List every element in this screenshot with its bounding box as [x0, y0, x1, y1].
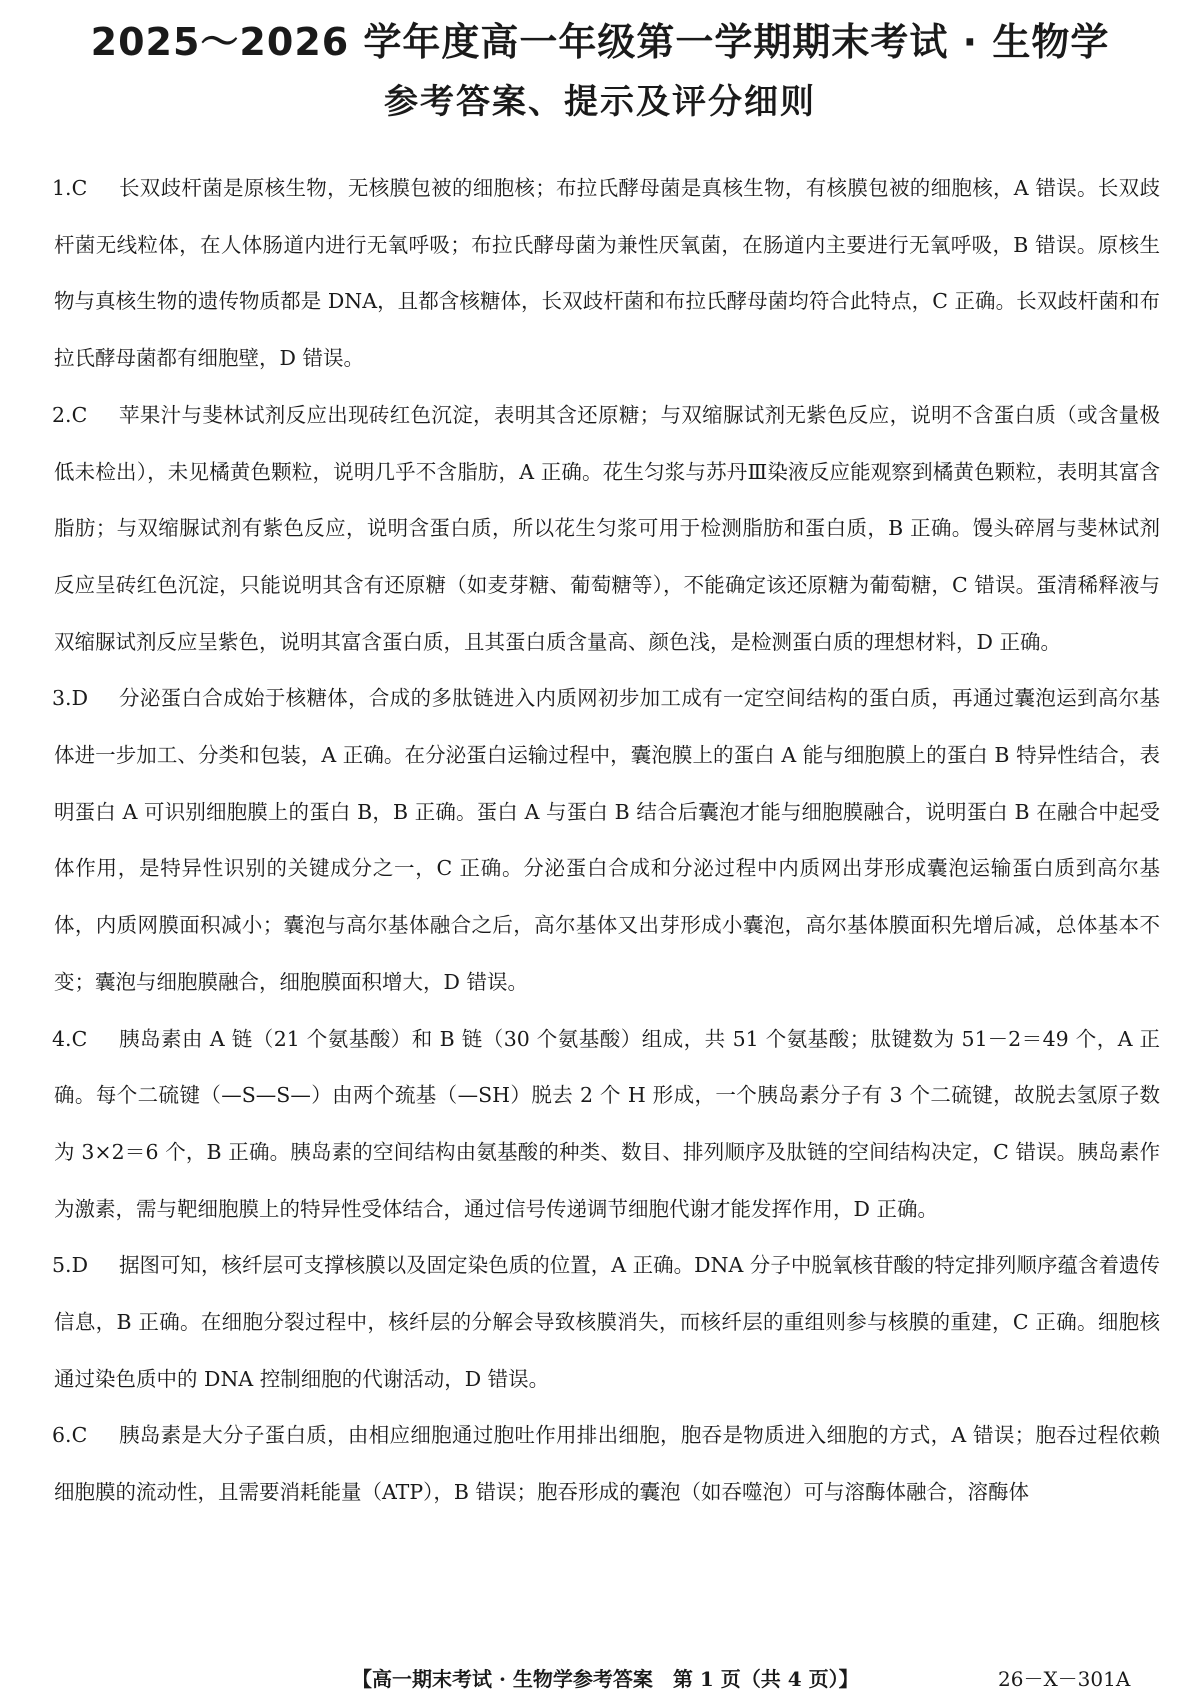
answer-choice: D [71, 686, 88, 711]
answer-item-5 [40, 1237, 1160, 1407]
answer-choice: C [71, 1423, 88, 1448]
answer-choice: C [71, 402, 88, 427]
answer-explanation: 胰岛素由 A 链（21 个氨基酸）和 B 链（30 个氨基酸）组成，共 51 个氨基酸；肽键数为 51－2＝49 个，A 正确。每个二硫键（—S—S—）由两个巯基（—SH）脱去 2 个 H 形成，一个胰岛素分子有 3 个二硫键，故脱去氢原子数为 3×2＝6 个，B 正确。胰岛素的空间结构由氨基酸的种类、数目、排列顺序及肽链的空间结构决定，C 错误。胰岛素作为激素，需与靶细胞膜上的特异性受体结合，通过信号传递调节细胞代谢才能发挥作用，D 正确。 [54, 1026, 1160, 1221]
answer-item-1 [40, 160, 1160, 387]
answer-item-4 [40, 1011, 1160, 1238]
answer-explanation: 胰岛素是大分子蛋白质，由相应细胞通过胞吐作用排出细胞，胞吞是物质进入细胞的方式，A 错误；胞吞过程依赖细胞膜的流动性，且需要消耗能量（ATP），B 错误；胞吞形成的囊泡（如吞噬泡）可与溶酶体融合，溶酶体 [54, 1423, 1160, 1505]
answer-choice: C [71, 1026, 88, 1051]
answer-choice: D [71, 1253, 88, 1278]
answer-item-6 [40, 1407, 1160, 1520]
answer-head [52, 160, 87, 217]
answer-number: 1. [52, 176, 72, 200]
answer-number: 5. [52, 1253, 72, 1278]
answer-item-2 [40, 387, 1160, 671]
answer-explanation: 据图可知，核纤层可支撑核膜以及固定染色质的位置，A 正确。DNA 分子中脱氧核苷酸的特定排列顺序蕴含着遗传信息，B 正确。在细胞分裂过程中，核纤层的分解会导致核膜消失，而核纤层的重组则参与核膜的重建，C 正确。细胞核通过染色质中的 DNA 控制细胞的代谢活动，D 错误。 [54, 1253, 1160, 1391]
footer-doc-code: 26－X－301A [998, 1667, 1131, 1691]
answer-choice: C [71, 176, 88, 200]
answer-number: 3. [52, 686, 72, 711]
answer-number: 2. [52, 402, 72, 427]
page-subtitle: 参考答案、提示及评分细则 [384, 82, 816, 122]
answer-head [52, 1237, 88, 1294]
answer-number: 6. [52, 1423, 72, 1448]
answer-head [52, 670, 88, 727]
answer-head [52, 1407, 87, 1464]
answer-head [52, 387, 87, 444]
answer-explanation: 长双歧杆菌是原核生物，无核膜包被的细胞核；布拉氏酵母菌是真核生物，有核膜包被的细胞核，A 错误。长双歧杆菌无线粒体，在人体肠道内进行无氧呼吸；布拉氏酵母菌为兼性厌氧菌，在肠道内主要进行无氧呼吸，B 错误。原核生物与真核生物的遗传物质都是 DNA，且都含核糖体，长双歧杆菌和布拉氏酵母菌均符合此特点，C 正确。长双歧杆菌和布拉氏酵母菌都有细胞壁，D 错误。 [54, 176, 1160, 371]
answer-item-3 [40, 670, 1160, 1010]
footer-page-label: 【高一期末考试 · 生物学参考答案 第 1 页（共 4 页）】 [352, 1667, 859, 1691]
answer-explanation: 分泌蛋白合成始于核糖体，合成的多肽链进入内质网初步加工成有一定空间结构的蛋白质，再通过囊泡运到高尔基体进一步加工、分类和包装，A 正确。在分泌蛋白运输过程中，囊泡膜上的蛋白 A 能与细胞膜上的蛋白 B 特异性结合，表明蛋白 A 可识别细胞膜上的蛋白 B，B 正确。蛋白 A 与蛋白 B 结合后囊泡才能与细胞膜融合，说明蛋白 B 在融合中起受体作用，是特异性识别的关键成分之一，C 正确。分泌蛋白合成和分泌过程中内质网出芽形成囊泡运输蛋白质到高尔基体，内质网膜面积减小；囊泡与高尔基体融合之后，高尔基体又出芽形成小囊泡，高尔基体膜面积先增后减，总体基本不变；囊泡与细胞膜融合，细胞膜面积增大，D 错误。 [54, 686, 1160, 994]
answer-head [52, 1011, 87, 1068]
answer-number: 4. [52, 1026, 72, 1051]
answer-explanation: 苹果汁与斐林试剂反应出现砖红色沉淀，表明其含还原糖；与双缩脲试剂无紫色反应，说明不含蛋白质（或含量极低未检出），未见橘黄色颗粒，说明几乎不含脂肪，A 正确。花生匀浆与苏丹Ⅲ染液反应能观察到橘黄色颗粒，表明其富含脂肪；与双缩脲试剂有紫色反应，说明含蛋白质，所以花生匀浆可用于检测脂肪和蛋白质，B 正确。馒头碎屑与斐林试剂反应呈砖红色沉淀，只能说明其含有还原糖（如麦芽糖、葡萄糖等），不能确定该还原糖为葡萄糖，C 错误。蛋清稀释液与双缩脲试剂反应呈紫色，说明其富含蛋白质，且其蛋白质含量高、颜色浅，是检测蛋白质的理想材料，D 正确。 [54, 402, 1160, 654]
page-title: 2025～2026 学年度高一年级第一学期期末考试 · 生物学 [90, 20, 1110, 64]
answer-list [40, 160, 1160, 1521]
